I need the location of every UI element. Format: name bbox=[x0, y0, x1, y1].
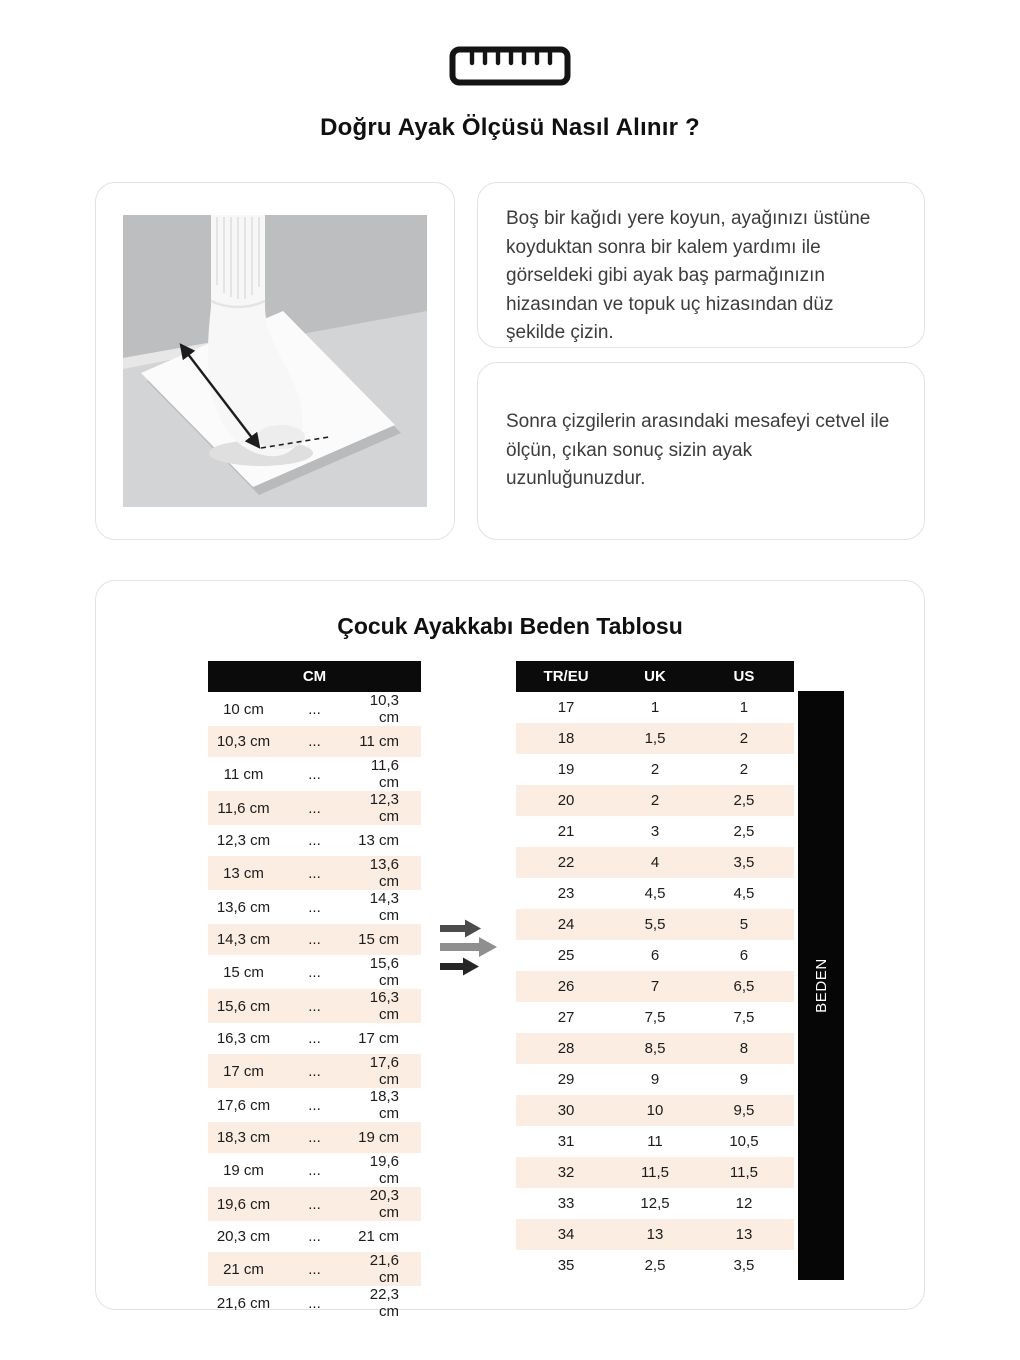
table-cell: 19 bbox=[557, 761, 575, 778]
table-cell: 8 bbox=[739, 1040, 749, 1057]
table-cell: ... bbox=[308, 931, 321, 948]
table-cell: 2 bbox=[650, 761, 660, 778]
table-cell: 7 bbox=[650, 978, 660, 995]
table-cell: 27 bbox=[557, 1009, 575, 1026]
table-cell: 11,5 bbox=[640, 1164, 670, 1181]
table-cell: ... bbox=[308, 864, 321, 882]
table-cell: 11,5 bbox=[729, 1164, 758, 1181]
size-table-row bbox=[516, 878, 794, 909]
cm-table-row bbox=[208, 1286, 421, 1320]
cm-table-row bbox=[208, 924, 421, 955]
cm-table-row bbox=[208, 1187, 421, 1221]
table-cell: 16,3 cm bbox=[216, 1030, 271, 1047]
table-cell: ... bbox=[308, 832, 321, 849]
table-cell: ... bbox=[308, 1030, 321, 1047]
table-cell: 13 bbox=[735, 1226, 753, 1243]
table-cell: ... bbox=[308, 1161, 321, 1179]
table-cell: 10,5 bbox=[729, 1133, 759, 1150]
size-table-row bbox=[516, 940, 794, 971]
table-cell: 9 bbox=[650, 1071, 660, 1088]
table-cell: 10 cm bbox=[223, 700, 264, 718]
table-cell: ... bbox=[308, 1096, 321, 1114]
table-cell: ... bbox=[308, 799, 321, 817]
cm-table-row bbox=[208, 1054, 421, 1088]
content bbox=[95, 182, 925, 1320]
size-table-row bbox=[516, 1033, 794, 1064]
cm-table bbox=[208, 661, 421, 1320]
table-cell: ... bbox=[308, 1260, 321, 1278]
table-cell: 2,5 bbox=[644, 1257, 666, 1274]
table-cell: 21 cm bbox=[223, 1260, 264, 1278]
convert-arrows bbox=[438, 915, 500, 979]
table-cell: 5,5 bbox=[644, 916, 666, 933]
table-cell: 4,5 bbox=[733, 885, 755, 902]
table-cell: 13,6 cm bbox=[369, 856, 399, 890]
cm-table-row bbox=[208, 890, 421, 924]
table-cell: 16,3 cm bbox=[369, 989, 399, 1023]
table-cell: 1 bbox=[650, 699, 660, 716]
table-cell: 12 bbox=[735, 1195, 753, 1212]
size-table-row bbox=[516, 909, 794, 940]
cm-table-row bbox=[208, 989, 421, 1023]
table-cell: 2,5 bbox=[733, 792, 755, 809]
cm-table-row bbox=[208, 757, 421, 791]
size-table-row bbox=[516, 1188, 794, 1219]
cm-table-row bbox=[208, 791, 421, 825]
size-table-row bbox=[516, 1157, 794, 1188]
instruction-text-2: Sonra çizgilerin arasındaki mesafeyi cetvel ile ölçün, çıkan sonuç sizin ayak uzunluğunuzdur. bbox=[506, 411, 890, 490]
size-table bbox=[516, 661, 794, 1281]
table-cell: 19,6 cm bbox=[216, 1195, 271, 1213]
table-cell: ... bbox=[308, 1062, 321, 1080]
instruction-text-1: Boş bir kağıdı yere koyun, ayağınızı üstüne koyduktan sonra bir kalem yardımı ile görseldeki gibi ayak baş parmağınızın hizasından ve topuk uç hizasından düz şekilde çizin. bbox=[506, 208, 871, 343]
table-cell: ... bbox=[308, 765, 321, 783]
table-cell: 9 bbox=[739, 1071, 749, 1088]
table-cell: 20 bbox=[557, 792, 575, 809]
cm-table-row bbox=[208, 955, 421, 989]
table-cell: 8,5 bbox=[644, 1040, 666, 1057]
size-table-row bbox=[516, 816, 794, 847]
table-cell: ... bbox=[308, 1228, 321, 1245]
beden-label: BEDEN bbox=[812, 958, 830, 1013]
table-cell: 6,5 bbox=[733, 978, 755, 995]
size-table-row bbox=[516, 1219, 794, 1250]
size-table-row bbox=[516, 1095, 794, 1126]
size-chart-title: Çocuk Ayakkabı Beden Tablosu bbox=[337, 613, 683, 639]
convert-arrows-icon bbox=[438, 915, 500, 979]
table-cell: ... bbox=[308, 1195, 321, 1213]
table-cell: 2 bbox=[739, 761, 749, 778]
size-table-body bbox=[516, 692, 794, 1281]
size-table-row bbox=[516, 1126, 794, 1157]
table-cell: 21 cm bbox=[358, 1228, 399, 1245]
table-cell: 18 bbox=[557, 730, 575, 747]
table-cell: 31 bbox=[557, 1133, 575, 1150]
table-cell: 10 bbox=[646, 1102, 664, 1119]
table-cell: 17,6 cm bbox=[216, 1096, 271, 1114]
table-cell: 13 cm bbox=[223, 864, 264, 882]
size-table-header-treu: TR/EU bbox=[516, 661, 616, 692]
table-cell: 11,6 cm bbox=[217, 799, 270, 817]
table-cell: 11 cm bbox=[223, 765, 264, 783]
cm-table-row bbox=[208, 692, 421, 726]
size-table-row bbox=[516, 971, 794, 1002]
cm-table-body bbox=[208, 692, 421, 1320]
size-table-row bbox=[516, 754, 794, 785]
photo-card bbox=[95, 182, 455, 540]
cm-table-row bbox=[208, 1221, 421, 1252]
cm-table-row bbox=[208, 726, 421, 757]
table-cell: 22 bbox=[557, 854, 575, 871]
ruler-icon bbox=[449, 46, 571, 86]
table-cell: 2 bbox=[739, 730, 749, 747]
cm-table-row bbox=[208, 1023, 421, 1054]
table-cell: 7,5 bbox=[733, 1009, 755, 1026]
cm-table-row bbox=[208, 1252, 421, 1286]
beden-bar bbox=[798, 691, 844, 1280]
table-cell: 13 cm bbox=[358, 832, 399, 849]
table-cell: 4,5 bbox=[644, 885, 666, 902]
cm-table-row bbox=[208, 825, 421, 856]
cm-table-header: CM bbox=[208, 661, 421, 692]
table-cell: 29 bbox=[557, 1071, 575, 1088]
instruction-cards bbox=[477, 182, 925, 540]
table-cell: 2,5 bbox=[733, 823, 755, 840]
table-cell: 14,3 cm bbox=[216, 931, 271, 948]
size-table-row bbox=[516, 847, 794, 878]
table-cell: 11 cm bbox=[359, 733, 399, 750]
table-cell: 10,3 cm bbox=[369, 692, 399, 726]
table-cell: 33 bbox=[557, 1195, 575, 1212]
size-table-header-row bbox=[516, 661, 794, 692]
table-cell: 26 bbox=[557, 978, 575, 995]
size-table-row bbox=[516, 692, 794, 723]
table-cell: 3,5 bbox=[733, 1257, 755, 1274]
table-cell: 32 bbox=[557, 1164, 575, 1181]
table-cell: ... bbox=[308, 1294, 321, 1312]
cm-table-row bbox=[208, 856, 421, 890]
table-cell: 4 bbox=[650, 854, 660, 871]
cm-table-row bbox=[208, 1153, 421, 1187]
size-table-row bbox=[516, 1002, 794, 1033]
table-cell: 20,3 cm bbox=[369, 1187, 399, 1221]
table-cell: 17 cm bbox=[223, 1062, 264, 1080]
table-cell: 23 bbox=[557, 885, 575, 902]
table-cell: 9,5 bbox=[733, 1102, 755, 1119]
size-table-header-us: US bbox=[694, 661, 794, 692]
table-cell: 20,3 cm bbox=[216, 1228, 271, 1245]
table-cell: 5 bbox=[739, 916, 749, 933]
ruler-icon-row bbox=[0, 0, 1020, 86]
table-cell: 15,6 cm bbox=[369, 955, 399, 989]
table-cell: 1,5 bbox=[644, 730, 666, 747]
table-cell: 19 cm bbox=[223, 1161, 264, 1179]
table-cell: ... bbox=[308, 898, 321, 916]
table-cell: 3,5 bbox=[733, 854, 755, 871]
table-cell: 7,5 bbox=[644, 1009, 666, 1026]
cm-table-row bbox=[208, 1122, 421, 1153]
cm-table-row bbox=[208, 1088, 421, 1122]
table-cell: 17,6 cm bbox=[369, 1054, 399, 1088]
table-cell: 22,3 cm bbox=[369, 1286, 399, 1320]
size-table-row bbox=[516, 1064, 794, 1095]
table-cell: 30 bbox=[557, 1102, 575, 1119]
table-cell: 18,3 cm bbox=[216, 1129, 271, 1146]
table-cell: ... bbox=[308, 963, 321, 981]
foot-measurement-image bbox=[123, 215, 427, 507]
size-table-row bbox=[516, 1250, 794, 1281]
table-cell: 12,5 bbox=[640, 1195, 670, 1212]
table-cell: 14,3 cm bbox=[369, 890, 399, 924]
table-cell: 12,3 cm bbox=[216, 832, 271, 849]
size-table-head bbox=[516, 661, 794, 692]
table-cell: ... bbox=[308, 733, 321, 750]
table-cell: 21,6 cm bbox=[369, 1252, 399, 1286]
cm-table-header-row bbox=[208, 661, 421, 692]
table-cell: 3 bbox=[650, 823, 660, 840]
table-cell: 13,6 cm bbox=[216, 898, 271, 916]
table-cell: 19,6 cm bbox=[369, 1153, 399, 1187]
page-title: Doğru Ayak Ölçüsü Nasıl Alınır ? bbox=[320, 114, 700, 141]
table-cell: 35 bbox=[557, 1257, 575, 1274]
size-table-row bbox=[516, 723, 794, 754]
cm-table-head bbox=[208, 661, 421, 692]
table-cell: ... bbox=[308, 997, 321, 1015]
table-cell: 24 bbox=[557, 916, 575, 933]
table-cell: 1 bbox=[739, 699, 749, 716]
table-cell: 21 bbox=[557, 823, 575, 840]
size-chart-card bbox=[95, 580, 925, 1320]
table-cell: 21,6 cm bbox=[216, 1294, 271, 1312]
table-cell: 15 cm bbox=[223, 963, 264, 981]
table-cell: 10,3 cm bbox=[216, 733, 271, 750]
table-cell: 28 bbox=[557, 1040, 575, 1057]
table-cell: 17 bbox=[557, 699, 575, 716]
table-cell: ... bbox=[308, 1129, 321, 1146]
table-cell: 15 cm bbox=[358, 931, 399, 948]
table-cell: 13 bbox=[646, 1226, 664, 1243]
table-cell: 25 bbox=[557, 947, 575, 964]
table-cell: 15,6 cm bbox=[216, 997, 271, 1015]
size-table-row bbox=[516, 785, 794, 816]
table-cell: ... bbox=[308, 700, 321, 718]
table-cell: 11,6 cm bbox=[370, 757, 399, 791]
table-cell: 12,3 cm bbox=[369, 791, 399, 825]
instruction-card-1 bbox=[477, 182, 925, 348]
instruction-card-2 bbox=[477, 362, 925, 540]
table-cell: 2 bbox=[650, 792, 660, 809]
table-cell: 6 bbox=[739, 947, 749, 964]
table-cell: 18,3 cm bbox=[369, 1088, 399, 1122]
table-cell: 11 bbox=[647, 1133, 663, 1150]
table-cell: 17 cm bbox=[358, 1030, 399, 1047]
table-cell: 34 bbox=[557, 1226, 575, 1243]
table-cell: 6 bbox=[650, 947, 660, 964]
table-cell: 19 cm bbox=[358, 1129, 399, 1146]
instructions-section bbox=[95, 182, 925, 540]
size-table-header-uk: UK bbox=[616, 661, 694, 692]
